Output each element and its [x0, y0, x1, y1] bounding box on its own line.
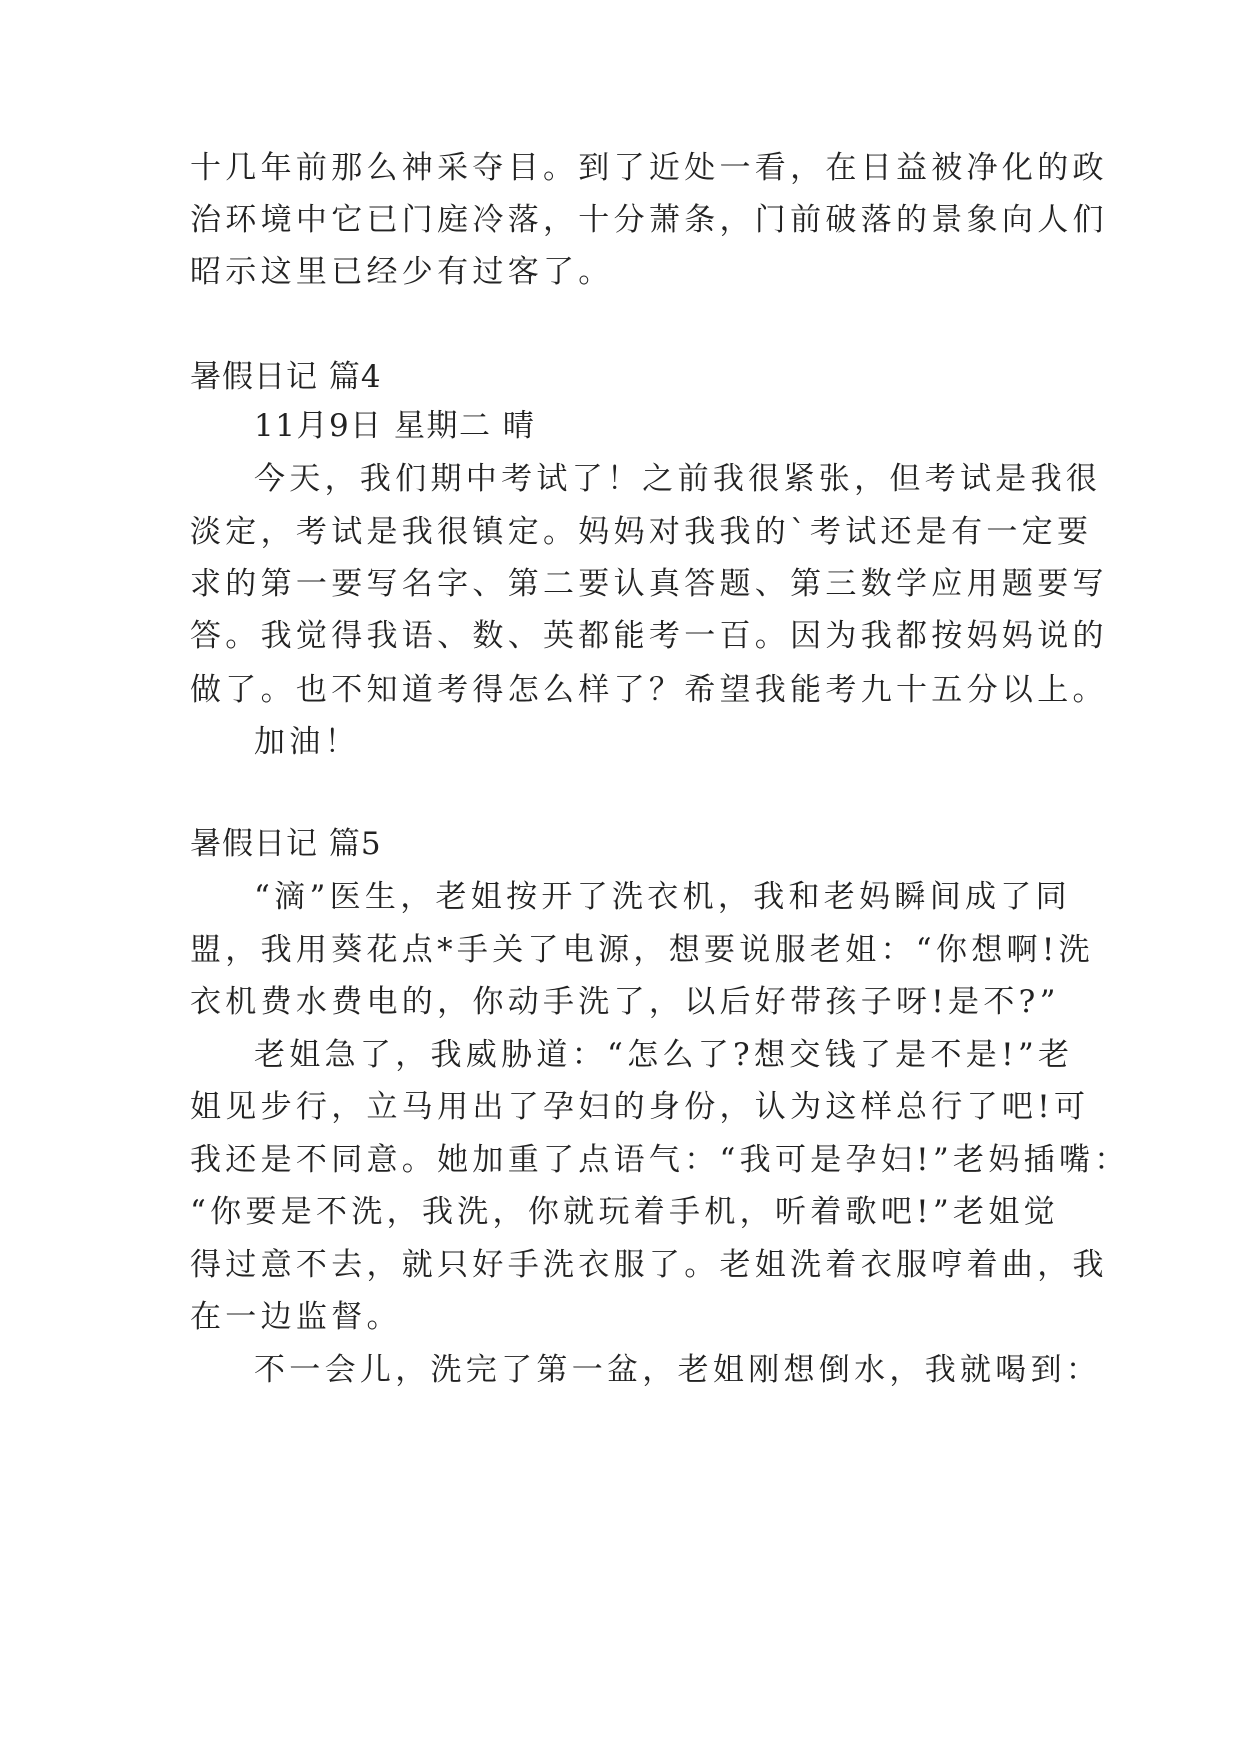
paragraph-line: 昭示这里已经少有过客了。: [190, 254, 614, 290]
paragraph-line: 治环境中它已门庭冷落，十分萧条，门前破落的景象向人们: [190, 202, 1108, 238]
paragraph-line: 姐见步行，立马用出了孕妇的身份，认为这样总行了吧!可: [190, 1089, 1090, 1125]
paragraph-line: 不一会儿，洗完了第一盆，老姐刚想倒水，我就喝到：: [254, 1352, 1102, 1388]
paragraph-line: “滴”医生，老姐按开了洗衣机，我和老妈瞬间成了同: [254, 879, 1071, 915]
paragraph-line: 求的第一要写名字、第二要认真答题、第三数学应用题要写: [190, 566, 1108, 602]
paragraph-line: 衣机费水费电的，你动手洗了，以后好带孩子呀!是不?”: [190, 984, 1060, 1020]
entry-title: 暑假日记 篇5: [190, 826, 382, 862]
entry-date: 11月9日 星期二 晴: [254, 408, 536, 444]
paragraph-line: 答。我觉得我语、数、英都能考一百。因为我都按妈妈说的: [190, 618, 1108, 654]
paragraph-line: 做了。也不知道考得怎么样了？希望我能考九十五分以上。: [190, 672, 1108, 708]
paragraph-line: “你要是不洗，我洗，你就玩着手机，听着歌吧!”老姐觉: [190, 1194, 1059, 1230]
paragraph-line: 盟，我用葵花点*手关了电源，想要说服老姐：“你想啊!洗: [190, 932, 1094, 968]
paragraph-line: 加油！: [254, 724, 360, 760]
paragraph-line: 老姐急了，我威胁道：“怎么了?想交钱了是不是!”老: [254, 1037, 1074, 1073]
paragraph-line: 十几年前那么神采夺目。到了近处一看，在日益被净化的政: [190, 150, 1108, 186]
paragraph-line: 我还是不同意。她加重了点语气：“我可是孕妇!”老妈插嘴：: [190, 1142, 1130, 1178]
paragraph-line: 得过意不去，就只好手洗衣服了。老姐洗着衣服哼着曲，我: [190, 1247, 1108, 1283]
paragraph-line: 在一边监督。: [190, 1299, 402, 1335]
paragraph-line: 今天，我们期中考试了！之前我很紧张，但考试是我很: [254, 461, 1102, 497]
paragraph-line: 淡定，考试是我很镇定。妈妈对我我的`考试还是有一定要: [190, 514, 1093, 550]
entry-title: 暑假日记 篇4: [190, 359, 382, 395]
